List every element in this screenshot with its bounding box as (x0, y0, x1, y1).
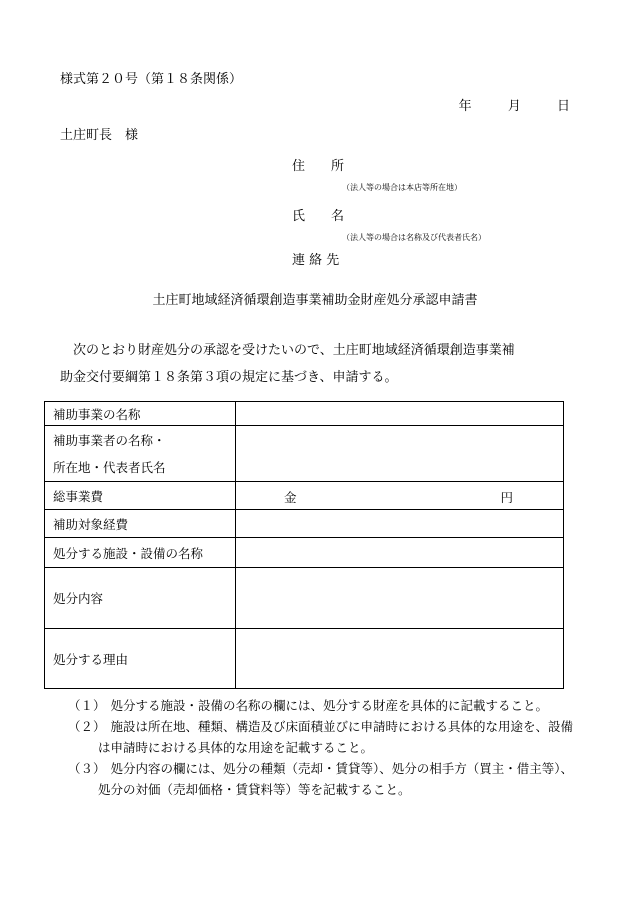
table-row (45, 629, 564, 689)
note-number: （２） (68, 719, 106, 734)
row-value-disposal-content[interactable] (236, 568, 564, 629)
row-label-disposal-content: 処分内容 (45, 568, 236, 629)
table-row (45, 568, 564, 629)
row-label-total-cost: 総事業費 (45, 482, 236, 510)
row-value-disposal-reason[interactable] (236, 629, 564, 689)
table-row (45, 482, 564, 510)
contact-label: 連 絡 先 (292, 253, 340, 268)
row-value-project-name[interactable] (236, 402, 564, 426)
form-number: 様式第２０号（第１８条関係） (60, 72, 243, 87)
table-row (45, 402, 564, 426)
note-item (68, 695, 573, 716)
row-label-operator (45, 426, 236, 482)
row-label-project-name: 補助事業の名称 (45, 402, 236, 426)
table-row (45, 538, 564, 568)
date-year: 年 (458, 99, 472, 114)
addressee: 土庄町長 様 (60, 128, 139, 143)
row-label-disposal-reason: 処分する理由 (45, 629, 236, 689)
row-label-operator-line2: 所在地・代表者氏名 (53, 459, 166, 475)
row-label-eligible-cost: 補助対象経費 (45, 510, 236, 538)
note-text: 処分する施設・設備の名称の欄には、処分する財産を具体的に記載すること。 (98, 698, 549, 713)
table-row (45, 510, 564, 538)
note-item (68, 758, 573, 800)
row-value-facility-name[interactable] (236, 538, 564, 568)
date-month: 月 (507, 99, 521, 114)
address-note: （法人等の場合は本店等所在地） (342, 183, 462, 192)
body-line-2: 助金交付要綱第１８条第３項の規定に基づき、申請する。 (60, 370, 398, 385)
name-label: 氏 名 (292, 209, 345, 224)
date-line (459, 98, 570, 116)
body-text (60, 337, 580, 391)
total-cost-suffix: 円 (500, 490, 513, 505)
note-item (68, 716, 573, 758)
note-number: （３） (68, 761, 106, 776)
table-row (45, 426, 564, 482)
row-value-eligible-cost[interactable] (236, 510, 564, 538)
detail-table (44, 401, 564, 689)
address-label: 住 所 (292, 159, 345, 174)
row-label-facility-name: 処分する施設・設備の名称 (45, 538, 236, 568)
date-day: 日 (556, 99, 570, 114)
row-value-operator[interactable] (236, 426, 564, 482)
note-text: 処分内容の欄には、処分の種類（売却・賃貸等）、処分の相手方（買主・借主等）、処分の対価（売却価格・賃貸料等）等を記載すること。 (98, 761, 574, 797)
document-title: 土庄町地域経済循環創造事業補助金財産処分承認申請書 (152, 293, 478, 308)
notes (68, 695, 573, 800)
row-value-total-cost[interactable] (236, 482, 564, 510)
row-label-operator-line1: 補助事業者の名称・ (53, 432, 166, 448)
note-text: 施設は所在地、種類、構造及び床面積並びに申請時における具体的な用途を、設備は申請時における具体的な用途を記載すること。 (98, 719, 574, 755)
body-line-1: 次のとおり財産処分の承認を受けたいので、土庄町地域経済循環創造事業補 (60, 343, 515, 358)
note-number: （１） (68, 698, 106, 713)
total-cost-prefix: 金 (284, 490, 297, 505)
name-note: （法人等の場合は名称及び代表者氏名） (342, 233, 486, 242)
